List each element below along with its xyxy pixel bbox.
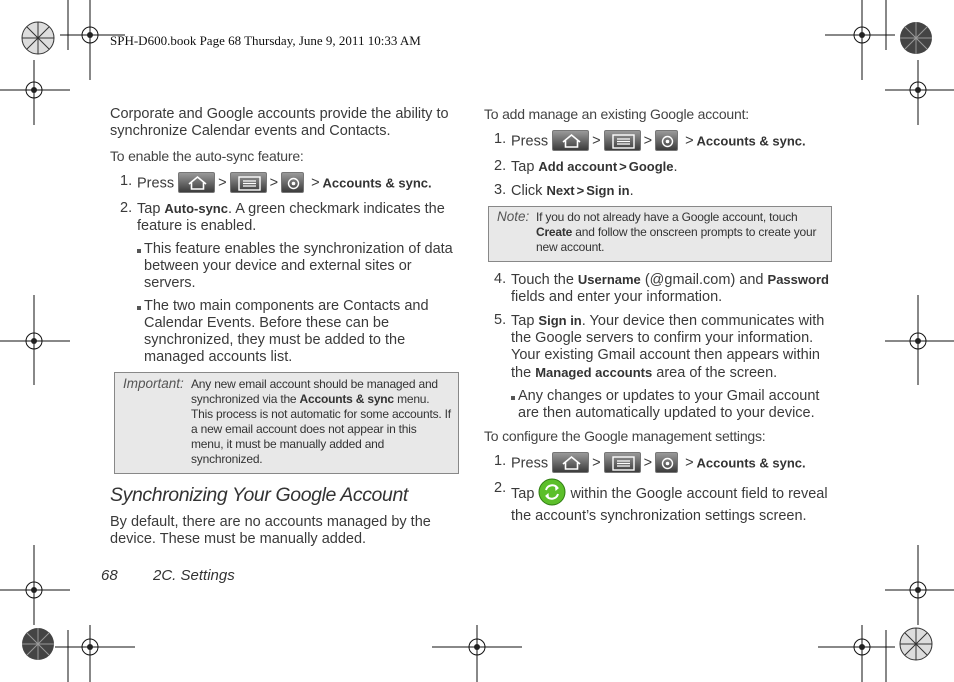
lead-auto-sync: To enable the auto-sync feature:	[110, 148, 304, 164]
note-box: Note: If you do not already have a Google account, touch Create and follow the onscreen prompts to create your new account.	[488, 206, 832, 262]
menu-key-icon	[604, 130, 641, 151]
step-2: 2. Tap within the Google account field to reveal the account’s synchronization settings screen.	[494, 480, 828, 524]
section-name: 2C. Settings	[153, 567, 235, 584]
step-5: 5. Tap Sign in. Your device then communicates with the Google servers to confirm your information. Your existing Gmail account then appears within the Managed accounts area of the screen.	[494, 312, 825, 381]
intro-paragraph: Corporate and Google accounts provide the ability to synchronize Calendar events and Contacts.	[110, 106, 449, 139]
bullet-item: This feature enables the synchronization of data between your device and external sites or servers.	[110, 241, 465, 292]
step-2: 2. Tap Add account > Google.	[494, 158, 678, 175]
settings-gear-icon	[655, 130, 678, 151]
bullet-item: The two main components are Contacts and Calendar Events. Before these can be synchronized, they must be added to the managed accounts list.	[110, 298, 465, 366]
lead-add-account: To add manage an existing Google account:	[484, 106, 749, 122]
running-head: SPH-D600.book Page 68 Thursday, June 9, 2011 10:33 AM	[110, 33, 421, 48]
left-column	[110, 106, 465, 556]
bullet-item: Any changes or updates to your Gmail account are then automatically updated to your device.	[484, 388, 834, 422]
settings-gear-icon	[655, 452, 678, 473]
home-key-icon	[178, 172, 215, 193]
home-key-icon	[552, 130, 589, 151]
sync-icon	[538, 478, 566, 506]
step-1: 1. Press > > > Accounts & sync.	[494, 131, 806, 150]
settings-gear-icon	[281, 172, 304, 193]
right-column	[484, 106, 834, 531]
step-2: 2. Tap Auto-sync. A green checkmark indicates the feature is enabled.	[120, 200, 445, 234]
important-box: Important: Any new email account should be managed and synchronized via the Accounts & sync menu. This process is not automatic for some accounts. If a new email account does not appear in this menu, it must be manually added and synchronized.	[114, 372, 459, 474]
page-number: 68	[101, 567, 118, 584]
menu-key-icon	[230, 172, 267, 193]
lead-configure: To configure the Google management settings:	[484, 428, 766, 444]
note-label: Note:	[497, 209, 530, 224]
important-label: Important:	[123, 376, 184, 391]
section-title: Synchronizing Your Google Account	[110, 484, 408, 506]
step-3: 3. Click Next > Sign in.	[494, 182, 634, 199]
home-key-icon	[552, 452, 589, 473]
step-4: 4. Touch the Username (@gmail.com) and Password fields and enter your information.	[494, 271, 829, 305]
step-1: 1. Press > > > Accounts & sync.	[120, 173, 432, 192]
menu-key-icon	[604, 452, 641, 473]
step-1: 1. Press > > > Accounts & sync.	[494, 453, 806, 472]
section-body: By default, there are no accounts managed by the device. These must be manually added.	[110, 514, 431, 547]
